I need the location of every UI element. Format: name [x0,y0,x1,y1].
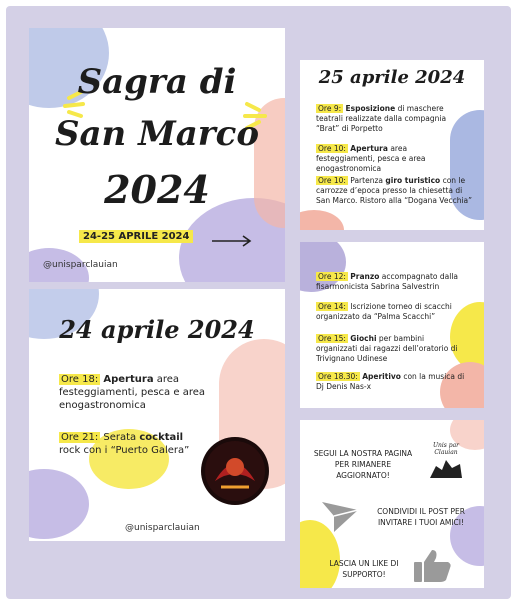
event-title-line2: San Marco [54,114,260,154]
event-time: Ore 15: [318,334,346,343]
event-item [316,104,466,134]
event-year: 2024 [104,167,210,212]
arrow-right-icon [211,232,253,251]
event-time: Ore 18: [61,374,99,385]
club-logo [424,442,468,482]
event-highlight: giro turistico [385,176,441,185]
event-dates-badge: 24-25 APRILE 2024 [79,230,193,243]
event-highlight: Aperitivo [362,372,401,381]
decor-blob [300,210,344,230]
send-icon[interactable] [320,500,360,538]
event-title-line1: Sagra di [77,62,237,102]
event-description: area festeggiamenti, pesca e area enogastronomica [59,374,205,411]
event-highlight: cocktail [139,432,184,443]
event-description: per bambini organizzati dai ragazzi dell’oratorio di Trivignano Udinese [316,334,458,363]
day-title-24: 24 aprile 2024 [59,315,255,344]
event-time: Ore 14: [318,302,346,311]
event-description: con le carrozze d’epoca presso la chiesetta di San Marco. Ristoro alla “Dogana Vecchia” [316,176,473,205]
event-time: Ore 18.30: [318,372,358,381]
schedule-card-25-afternoon[interactable] [300,242,484,408]
title-card[interactable] [29,28,285,282]
post-collage-frame [6,6,511,599]
like-support-text: LASCIA UN LIKE DI SUPPORTO! [329,559,399,579]
event-highlight: Apertura [350,144,388,153]
schedule-card-24[interactable] [29,289,285,541]
event-item [316,144,466,174]
event-pre: Serata [100,432,140,443]
thumbs-up-icon[interactable] [412,548,452,588]
event-description: area festeggiamenti, pesca e area enogastronomica [316,144,426,173]
instagram-handle[interactable]: @unisparclauian [125,523,200,533]
lion-emblem-icon [426,456,466,482]
event-item [316,372,466,392]
event-time: Ore 10: [318,144,346,153]
event-description: di maschere teatrali realizzate dalla compagnia “Brat” di Porpetto [316,104,447,133]
event-time: Ore 9: [318,104,342,113]
schedule-card-25-morning[interactable] [300,60,484,230]
event-item [316,334,466,364]
event-item [59,431,195,457]
event-highlight: Apertura [103,374,154,385]
event-time: Ore 21: [61,432,99,443]
event-highlight: Esposizione [345,104,396,113]
event-description: Iscrizione torneo di scacchi organizzato da “Palma Scacchi” [316,302,452,321]
follow-page-text: SEGUI LA NOSTRA PAGINA PER RIMANERE AGGIORNATO! [313,449,413,480]
share-post-text: CONDIVIDI IL POST PER INVITARE I TUOI AMICI! [377,507,465,527]
event-time: Ore 10: [318,176,346,185]
event-item [59,373,259,412]
event-highlight: Pranzo [350,272,380,281]
event-pre: Partenza [347,176,386,185]
event-description: rock con i “Puerto Galera” [59,445,190,456]
band-logo [201,437,269,505]
social-cta-card[interactable] [300,420,484,588]
day-title-25: 25 aprile 2024 [318,67,466,88]
decor-blob [29,469,89,539]
event-highlight: Giochi [350,334,377,343]
club-logo-text: Unis par Clauian [432,442,460,456]
event-item [316,272,466,292]
event-time: Ore 12: [318,272,346,281]
event-item [316,176,474,206]
event-description: con la musica di Dj Denis Nas-x [316,372,465,391]
event-item [316,302,466,322]
instagram-handle[interactable]: @unisparclauian [43,260,118,270]
event-description: accompagnato dalla fisarmonicista Sabrina Salvestrin [316,272,459,291]
